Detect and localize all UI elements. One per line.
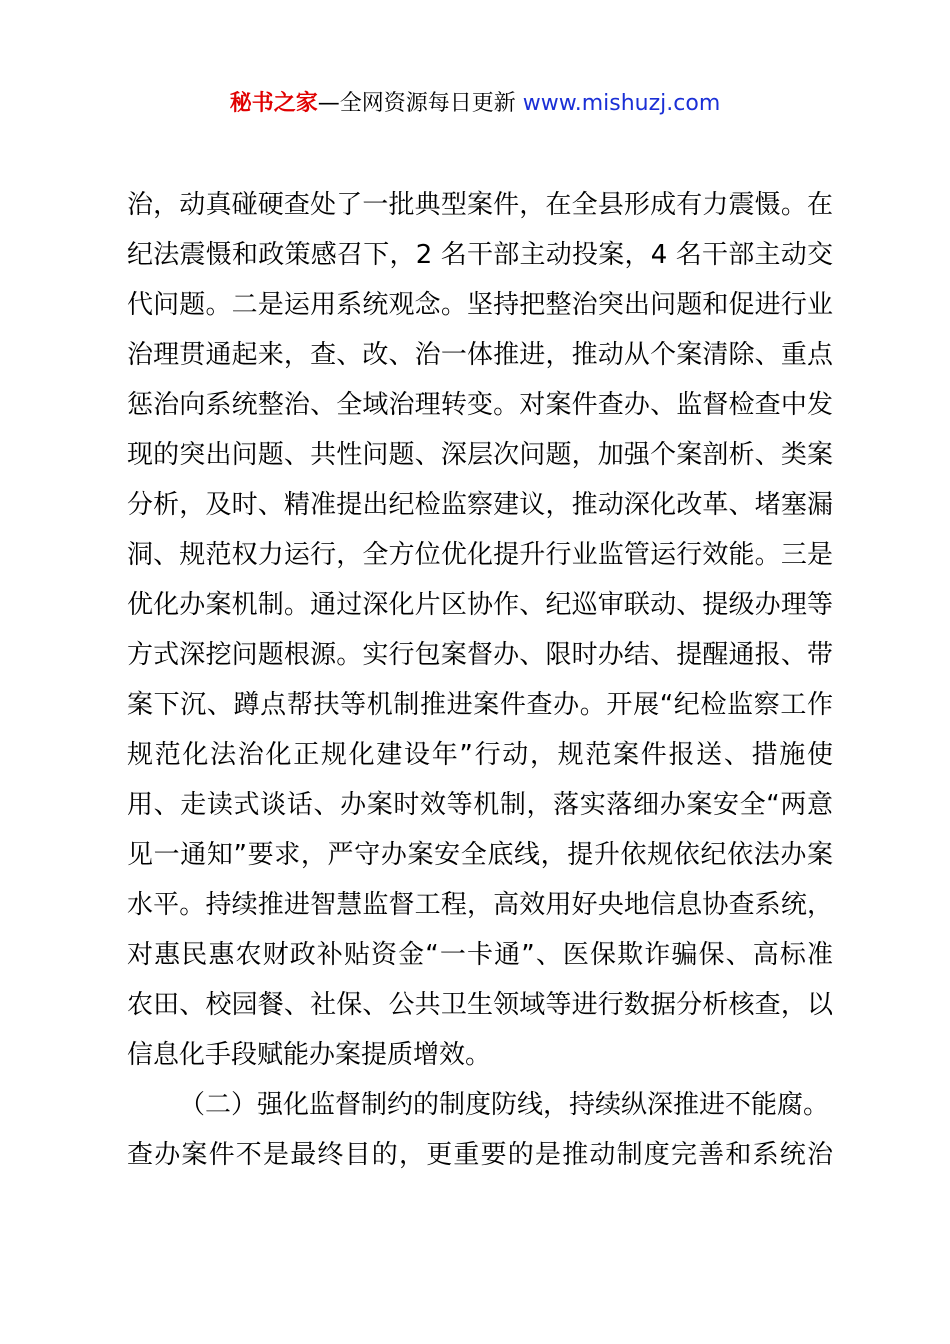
site-url-link[interactable]: www.mishuzj.com bbox=[522, 91, 721, 116]
text-line: 洞、规范权力运行，全方位优化提升行业监管运行效能。三是 bbox=[127, 540, 833, 570]
text-line: 分析，及时、精准提出纪检监察建议，推动深化改革、堵塞漏 bbox=[127, 490, 833, 520]
text-line: 代问题。二是运用系统观念。坚持把整治突出问题和促进行业 bbox=[127, 290, 833, 320]
text-line: 农田、校园餐、社保、公共卫生领域等进行数据分析核查，以 bbox=[127, 990, 833, 1020]
text-line: 治理贯通起来，查、改、治一体推进，推动从个案清除、重点 bbox=[127, 340, 833, 370]
document-body bbox=[127, 180, 833, 1180]
text-line: 水平。持续推进智慧监督工程，高效用好央地信息协查系统， bbox=[127, 890, 833, 920]
text-line: 对惠民惠农财政补贴资金“一卡通”、医保欺诈骗保、高标准 bbox=[127, 940, 833, 970]
text-line: 优化办案机制。通过深化片区协作、纪巡审联动、提级办理等 bbox=[127, 590, 833, 620]
page-header bbox=[0, 88, 950, 120]
text-line: 案下沉、蹲点帮扶等机制推进案件查办。开展“纪检监察工作 bbox=[127, 690, 833, 720]
brand-name: 秘书之家 bbox=[229, 91, 318, 116]
text-line: 规范化法治化正规化建设年”行动，规范案件报送、措施使 bbox=[127, 740, 833, 770]
section-heading-line: （二）强化监督制约的制度防线，持续纵深推进不能腐。 bbox=[179, 1090, 830, 1120]
text-line: 见一通知”要求，严守办案安全底线，提升依规依纪依法办案 bbox=[127, 840, 833, 870]
text-line: 用、走读式谈话、办案时效等机制，落实落细办案安全“两意 bbox=[127, 790, 833, 820]
text-line: 查办案件不是最终目的，更重要的是推动制度完善和系统治 bbox=[127, 1140, 833, 1170]
text-line: 惩治向系统整治、全域治理转变。对案件查办、监督检查中发 bbox=[127, 390, 833, 420]
text-line: 纪法震慑和政策感召下，2 名干部主动投案，4 名干部主动交 bbox=[127, 240, 833, 270]
paragraph-end-line: 信息化手段赋能办案提质增效。 bbox=[127, 1040, 492, 1070]
text-line: 方式深挖问题根源。实行包案督办、限时办结、提醒通报、带 bbox=[127, 640, 833, 670]
header-tagline: —全网资源每日更新 bbox=[317, 91, 523, 116]
text-line: 治，动真碰硬查处了一批典型案件，在全县形成有力震慑。在 bbox=[127, 190, 833, 220]
text-line: 现的突出问题、共性问题、深层次问题，加强个案剖析、类案 bbox=[127, 440, 833, 470]
